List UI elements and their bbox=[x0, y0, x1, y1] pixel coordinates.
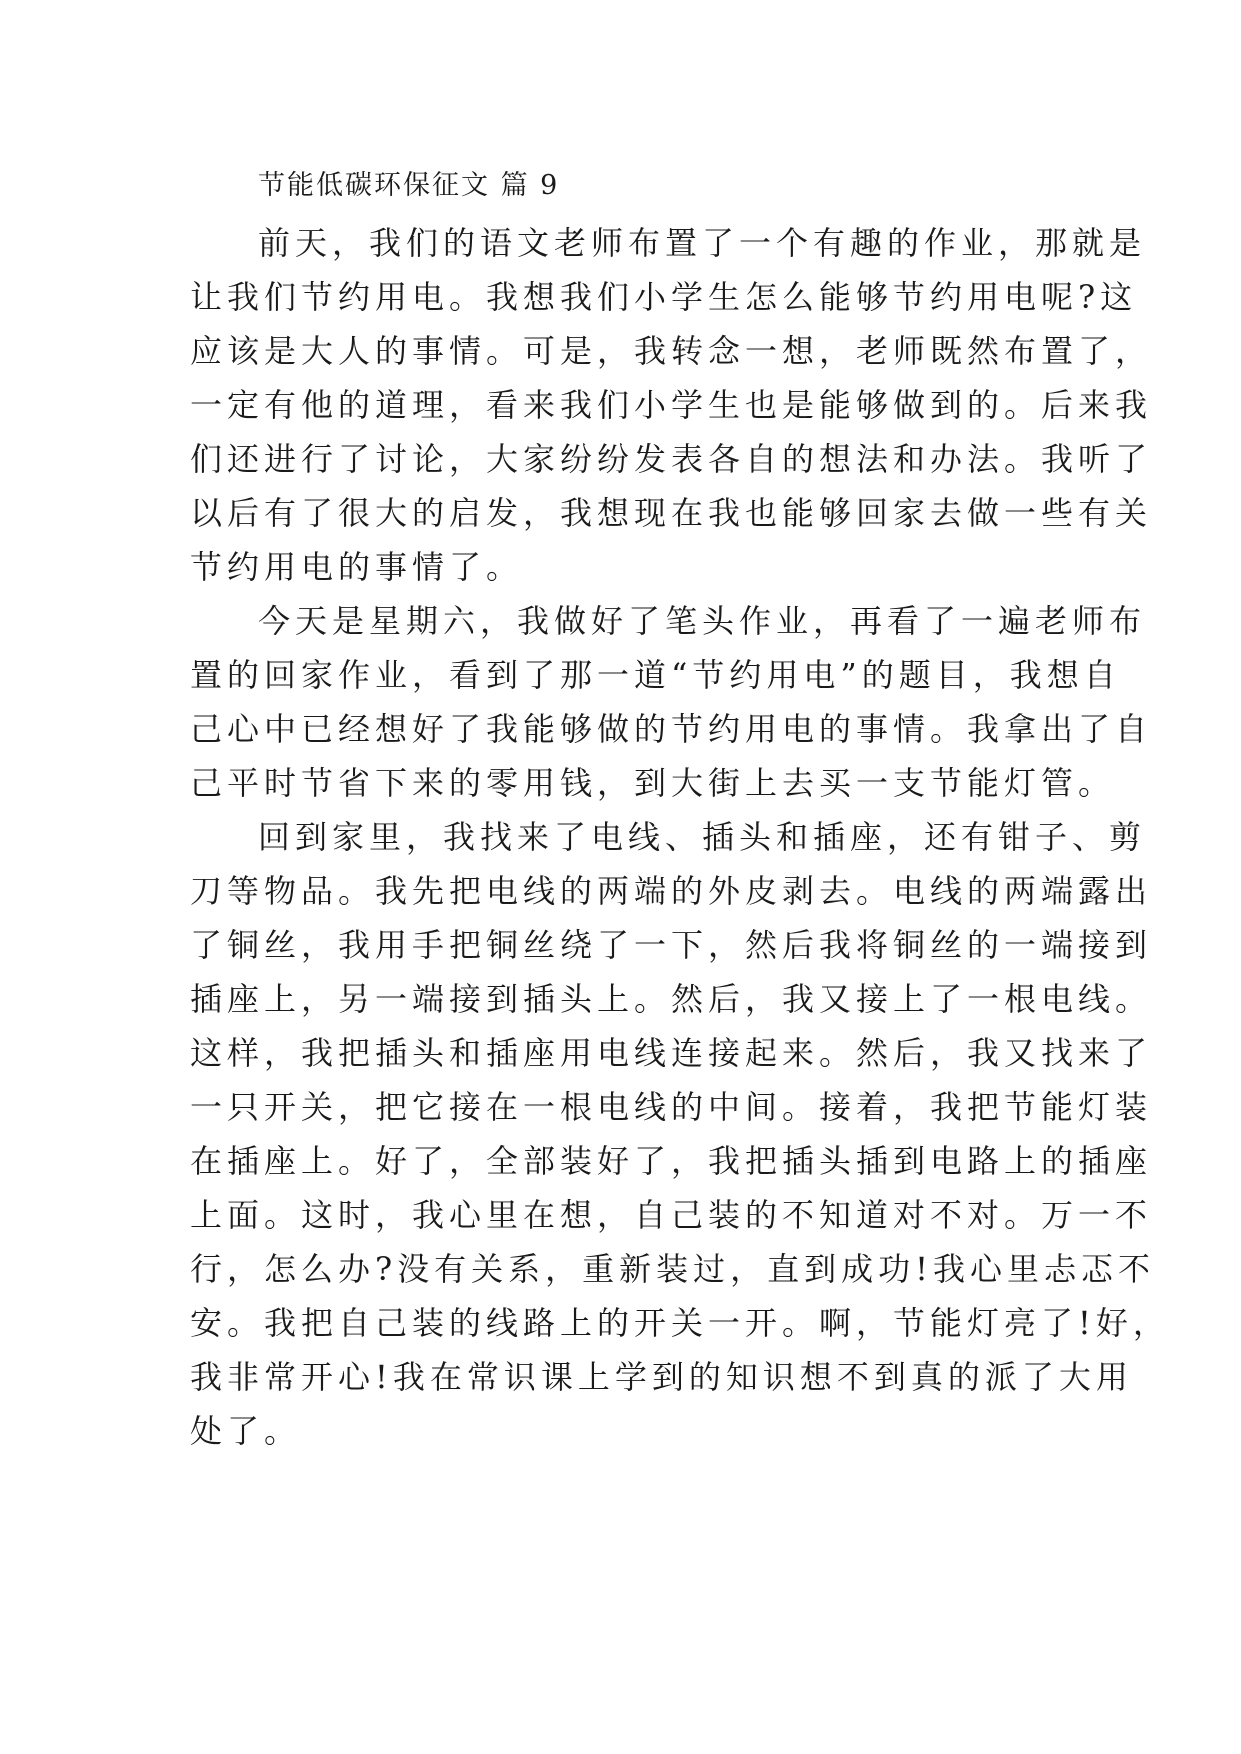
paragraph-line: 让我们节约用电。我想我们小学生怎么能够节约用电呢?这 bbox=[190, 278, 1138, 316]
essay-title: 节能低碳环保征文 篇 9 bbox=[258, 170, 560, 201]
paragraph-line: 刀等物品。我先把电线的两端的外皮剥去。电线的两端露出 bbox=[190, 872, 1153, 910]
paragraph-line: 我非常开心!我在常识课上学到的知识想不到真的派了大用 bbox=[190, 1358, 1133, 1396]
paragraph-line: 们还进行了讨论，大家纷纷发表各自的想法和办法。我听了 bbox=[190, 440, 1153, 478]
paragraph-1 bbox=[190, 216, 1153, 594]
paragraph-line: 行，怎么办?没有关系，重新装过，直到成功!我心里忐忑不 bbox=[190, 1250, 1156, 1288]
paragraph-line: 置的回家作业，看到了那一道“节约用电”的题目，我想自 bbox=[190, 656, 1121, 694]
paragraph-line: 上面。这时，我心里在想，自己装的不知道对不对。万一不 bbox=[190, 1196, 1153, 1234]
paragraph-line: 应该是大人的事情。可是，我转念一想，老师既然布置了， bbox=[190, 332, 1153, 370]
paragraph-line: 一只开关，把它接在一根电线的中间。接着，我把节能灯装 bbox=[190, 1088, 1153, 1126]
paragraph-3 bbox=[190, 810, 1170, 1458]
paragraph-line: 今天是星期六，我做好了笔头作业，再看了一遍老师布 bbox=[258, 602, 1147, 640]
paragraph-line: 在插座上。好了，全部装好了，我把插头插到电路上的插座 bbox=[190, 1142, 1153, 1180]
paragraph-line: 前天，我们的语文老师布置了一个有趣的作业，那就是 bbox=[258, 224, 1147, 262]
paragraph-line: 一定有他的道理，看来我们小学生也是能够做到的。后来我 bbox=[190, 386, 1153, 424]
paragraph-line: 己平时节省下来的零用钱，到大街上去买一支节能灯管。 bbox=[190, 764, 1116, 802]
paragraph-line: 回到家里，我找来了电线、插头和插座，还有钳子、剪 bbox=[258, 818, 1147, 856]
paragraph-line: 节约用电的事情了。 bbox=[190, 548, 524, 586]
essay-body bbox=[190, 216, 1170, 1458]
paragraph-line: 了铜丝，我用手把铜丝绕了一下，然后我将铜丝的一端接到 bbox=[190, 926, 1153, 964]
paragraph-line: 处了。 bbox=[190, 1412, 302, 1450]
paragraph-2 bbox=[190, 594, 1153, 810]
paragraph-line: 安。我把自己装的线路上的开关一开。啊，节能灯亮了!好， bbox=[190, 1304, 1170, 1342]
paragraph-line: 插座上，另一端接到插头上。然后，我又接上了一根电线。 bbox=[190, 980, 1153, 1018]
paragraph-line: 这样，我把插头和插座用电线连接起来。然后，我又找来了 bbox=[190, 1034, 1153, 1072]
paragraph-line: 己心中已经想好了我能够做的节约用电的事情。我拿出了自 bbox=[190, 710, 1153, 748]
paragraph-line: 以后有了很大的启发，我想现在我也能够回家去做一些有关 bbox=[190, 494, 1153, 532]
